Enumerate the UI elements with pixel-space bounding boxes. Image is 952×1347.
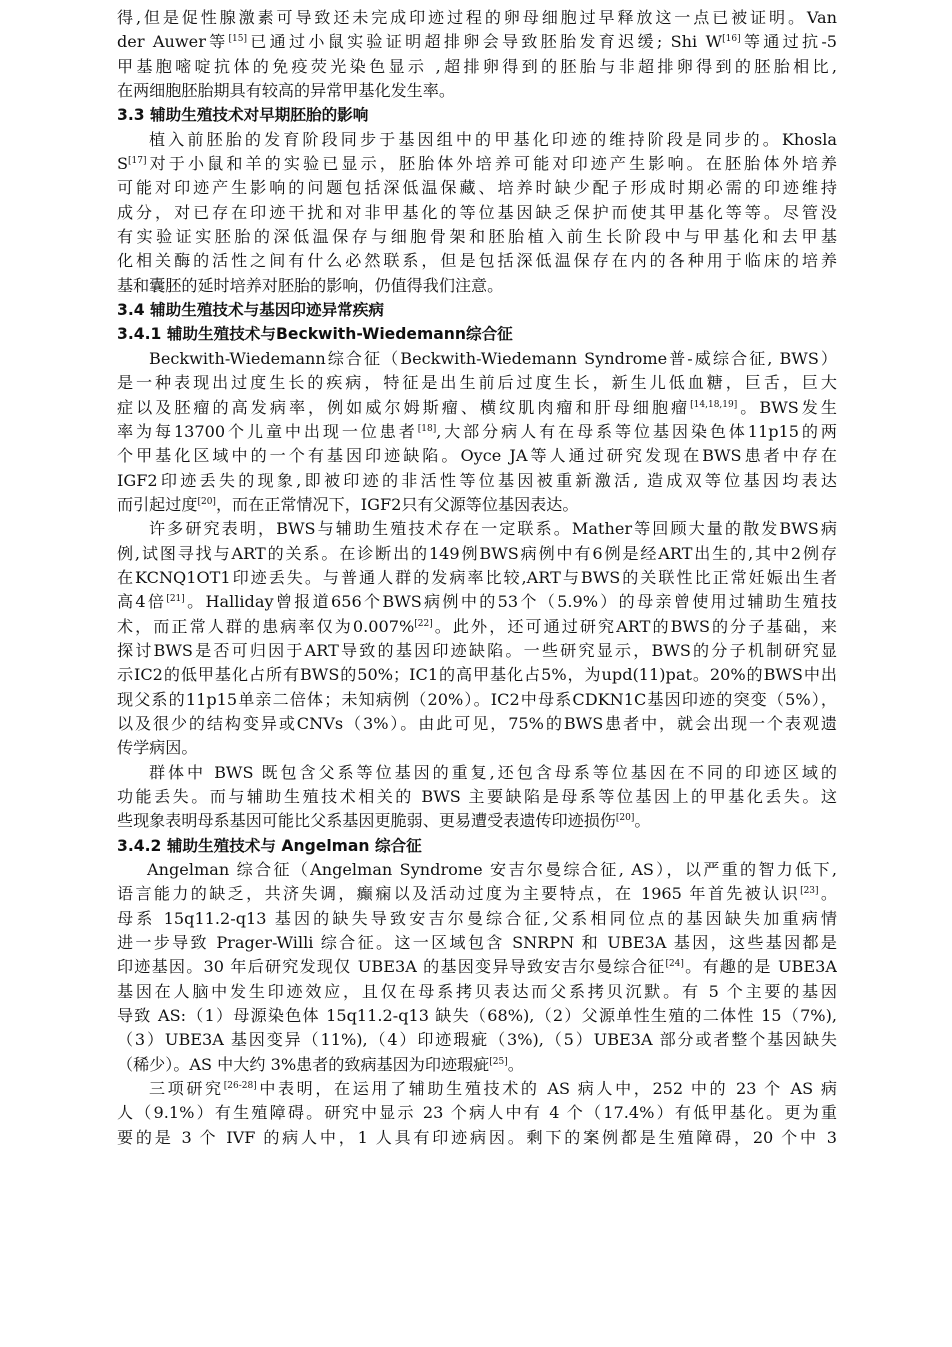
text-line: 些现象表明母系基因可能比父系基因更脆弱、更易遭受表遗传印迹损伤[20]。 — [117, 811, 651, 831]
citation-marker: [14,18,19] — [690, 399, 738, 410]
citation-marker: [22] — [414, 618, 433, 629]
text-line: 可能对印迹产生影响的问题包括深低温保藏、培养时缺少配子形成时期必需的印迹维持 — [117, 178, 837, 198]
text-line: 在两细胞胚胎期具有较高的异常甲基化发生率。 — [117, 81, 455, 101]
text-line: 有实验证实胚胎的深低温保存与细胞骨架和胚胎植入前生长阶段中与甲基化和去甲基 — [117, 227, 837, 247]
text-line: 以及很少的结构变异或CNVs（3%）。由此可见，75%的BWS患者中，就会出现一个表观遗 — [117, 713, 837, 733]
citation-marker: [26-28] — [223, 1081, 257, 1092]
text-line: 术，而正常人群的患病率仅为0.007%[22]。此外，还可通过研究ART的BWS的分子基础，来 — [117, 616, 837, 636]
citation-marker: [24] — [665, 959, 684, 970]
text-line: 许多研究表明，BWS与辅助生殖技术存在一定联系。Mather等回顾大量的散发BWS病 — [149, 519, 837, 539]
citation-marker: [18] — [417, 423, 437, 434]
text-line: der Auwer等[15]已通过小鼠实验证明超排卵会导致胚胎发育迟缓; Shi W[16]等通过抗-5 — [117, 32, 837, 52]
text-line: 高4倍[21]。Halliday曾报道656个BWS病例中的53个（5.9%）的母亲曾使用过辅助生殖技 — [117, 592, 837, 612]
text-line: （3）UBE3A 基因变异（11%),（4）印迹瑕疵（3%),（5）UBE3A 部分或者整个基因缺失 — [117, 1030, 837, 1050]
paragraph-embryo-culture — [117, 128, 837, 298]
text-line: 人（9.1%）有生殖障碍。研究中显示 23 个病人中有 4 个（17.4%）有低甲基化。更为重 — [117, 1103, 837, 1123]
text-line: 三项研究[26-28]中表明，在运用了辅助生殖技术的 AS 病人中，252 中的 23 个 AS 病 — [149, 1079, 837, 1099]
paragraph-bws-art — [117, 517, 837, 760]
text-line: Angelman 综合征（Angelman Syndrome 安吉尔曼综合征, AS），以严重的智力低下, — [147, 860, 837, 880]
citation-marker: [21] — [166, 594, 185, 605]
text-line: 印迹基因。30 年后研究发现仅 UBE3A 的基因变异导致安吉尔曼综合征[24]。有趣的是 UBE3A — [117, 957, 837, 977]
text-line: 率为每13700个儿童中出现一位患者[18],大部分病人有在母系等位基因染色体11p15的两 — [117, 421, 837, 441]
citation-marker: [20] — [615, 813, 635, 824]
document-page — [117, 6, 837, 1150]
text-line: 示IC2的低甲基化占所有BWS的50%；IC1的高甲基化占5%，为upd(11)pat。20%的BWS中出 — [117, 665, 837, 685]
text-line: S[17]对于小鼠和羊的实验已显示，胚胎体外培养可能对印迹产生影响。在胚胎体外培养 — [117, 154, 837, 174]
text-line: 在KCNQ1OT1印迹丢失。与普通人群的发病率比较,ART与BWS的关联性比正常妊娠出生者 — [117, 567, 837, 587]
text-line: （稀少）。AS 中大约 3%患者的致病基因为印迹瑕疵[25]。 — [117, 1054, 524, 1074]
text-line: 个甲基化区域中的一个有基因印迹缺陷。Oyce JA等人通过研究发现在BWS患者中存在 — [117, 446, 837, 466]
citation-marker: [16] — [722, 34, 741, 45]
citation-marker: [23] — [800, 886, 819, 897]
text-line: 是一种表现出过度生长的疾病，特征是出生前后过度生长，新生儿低血糖，巨舌，巨大 — [117, 373, 837, 393]
text-line: 得,但是促性腺激素可导致还未完成印迹过程的卵母细胞过早释放这一点已被证明。Van — [117, 8, 837, 27]
text-line: 语言能力的缺乏，共济失调，癫痫以及活动过度为主要特点，在 1965 年首先被认识[23]。 — [117, 884, 837, 904]
section-heading-3-3: 3.3 辅助生殖技术对早期胚胎的影响 — [117, 106, 369, 125]
text-line: 基因在人脑中发生印迹效应，且仅在母系拷贝表达而父系拷贝沉默。有 5 个主要的基因 — [117, 981, 837, 1001]
citation-marker: [20] — [197, 496, 216, 507]
citation-marker: [17] — [128, 156, 147, 167]
text-line: 基和囊胚的延时培养对胚胎的影响，仍值得我们注意。 — [117, 275, 504, 295]
text-line: Beckwith-Wiedemann综合征（Beckwith-Wiedemann Syndrome普-威综合征, BWS） — [149, 348, 837, 368]
paragraph-bws-population — [117, 761, 837, 834]
citation-marker: [15] — [228, 34, 247, 45]
text-line: 进一步导致 Prager-Willi 综合征。这一区域包含 SNRPN 和 UBE3A 基因，这些基因都是 — [117, 933, 837, 953]
text-line: 而引起过度[20]，而在正常情况下，IGF2只有父源等位基因表达。 — [117, 494, 579, 514]
paragraph-angelman — [117, 858, 837, 1077]
section-heading-3-4: 3.4 辅助生殖技术与基因印迹异常疾病 — [117, 301, 384, 320]
text-line: 成分，对已存在印迹干扰和对非甲基化的等位基因缺乏保护而使其甲基化等等。尽管没 — [117, 202, 837, 222]
citation-marker: [25] — [489, 1056, 508, 1067]
text-line: IGF2印迹丢失的现象,即被印迹的非活性等位基因被重新激活, 造成双等位基因均表达 — [117, 470, 837, 490]
text-line: 功能丢失。而与辅助生殖技术相关的 BWS 主要缺陷是母系等位基因上的甲基化丢失。这 — [117, 787, 837, 806]
text-line: 传学病因。 — [117, 738, 198, 758]
text-line: 母系 15q11.2-q13 基因的缺失导致安吉尔曼综合征,父系相同位点的基因缺失加重病情 — [117, 908, 837, 928]
paragraph-bws-definition — [117, 347, 837, 517]
text-line: 植入前胚胎的发育阶段同步于基因组中的甲基化印迹的维持阶段是同步的。Khosla — [149, 129, 837, 149]
text-line: 例,试图寻找与ART的关系。在诊断出的149例BWS病例中有6例是经ART出生的,其中2例存 — [117, 543, 837, 563]
text-line: 群体中 BWS 既包含父系等位基因的重复,还包含母系等位基因在不同的印迹区域的 — [149, 762, 837, 782]
section-heading-3-4-2: 3.4.2 辅助生殖技术与 Angelman 综合征 — [117, 836, 422, 855]
text-line: 要的是 3 个 IVF 的病人中，1 人具有印迹病因。剩下的案例都是生殖障碍，20 个中 3 — [117, 1127, 837, 1147]
paragraph-angelman-studies — [117, 1077, 837, 1150]
section-heading-3-4-1: 3.4.1 辅助生殖技术与Beckwith-Wiedemann综合征 — [117, 325, 513, 344]
text-line: 化相关酶的活性之间有什么必然联系，但是包括深低温保存在内的各种用于临床的培养 — [117, 251, 837, 271]
text-line: 症以及胚瘤的高发病率，例如威尔姆斯瘤、横纹肌肉瘤和肝母细胞瘤[14,18,19]。BWS发生 — [117, 397, 837, 417]
text-line: 导致 AS:（1）母源染色体 15q11.2-q13 缺失（68%),（2）父源单性生殖的二体性 15（7%), — [117, 1006, 837, 1026]
text-line: 甲基胞嘧啶抗体的免疫荧光染色显示 ,超排卵得到的胚胎与非超排卵得到的胚胎相比, — [117, 56, 837, 76]
paragraph-superovulation — [117, 6, 837, 103]
text-line: 探讨BWS是否可归因于ART导致的基因印迹缺陷。一些研究显示，BWS的分子机制研究显 — [117, 640, 837, 660]
text-line: 现父系的11p15单亲二倍体；未知病例（20%）。IC2中母系CDKN1C基因印迹的突变（5%）， — [117, 689, 837, 709]
